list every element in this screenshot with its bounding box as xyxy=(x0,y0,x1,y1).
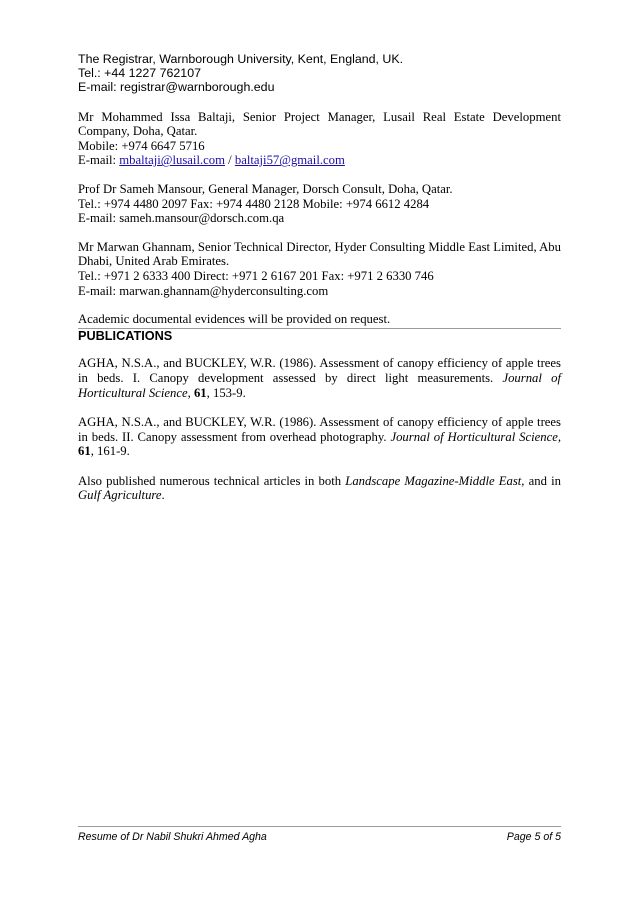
other-publications-prefix: Also published numerous technical articles in both xyxy=(78,473,346,488)
email-link-gmail[interactable]: baltaji57@gmail.com xyxy=(234,153,345,168)
referee-email: E-mail: registrar@warnborough.edu xyxy=(78,80,275,95)
referee-name-line: Mr Mohammed Issa Baltaji, Senior Project Manager, Lusail Real Estate Development Company, Doha, Qatar. xyxy=(78,109,561,139)
publication-authors-title: AGHA, N.S.A., and BUCKLEY, W.R. (1986). Assessment of canopy efficiency of apple trees in beds. I. Canopy development assessed by direct light measurements. xyxy=(78,356,561,385)
referee-mansour xyxy=(78,182,561,226)
referee-email: E-mail: marwan.ghannam@hyderconsulting.com xyxy=(78,283,329,298)
publication-pages: , 161-9. xyxy=(90,444,130,459)
magazine-gulf-agriculture: Gulf Agriculture xyxy=(78,488,162,503)
other-publications xyxy=(78,474,561,503)
referee-address: The Registrar, Warnborough University, Kent, England, UK. xyxy=(78,52,404,66)
publication-authors-title: AGHA, N.S.A., and BUCKLEY, W.R. (1986). Assessment of canopy efficiency of apple trees in beds. II. Canopy assessment from overhead photography. xyxy=(78,415,561,444)
referee-email: E-mail: sameh.mansour@dorsch.com.qa xyxy=(78,211,285,226)
other-publications-middle: and in xyxy=(524,473,561,488)
referee-baltaji xyxy=(78,110,561,168)
referee-warnborough xyxy=(78,52,561,95)
email-prefix: E-mail: xyxy=(78,153,120,168)
publication-journal: Journal of Horticultural Science, xyxy=(78,370,561,400)
magazine-landscape: Landscape Magazine-Middle East, xyxy=(345,473,525,488)
referee-email-line xyxy=(78,153,561,168)
referee-name-line: Prof Dr Sameh Mansour, General Manager, Dorsch Consult, Doha, Qatar. xyxy=(78,181,453,196)
email-link-lusail[interactable]: mbaltaji@lusail.com xyxy=(119,153,225,168)
referee-ghannam xyxy=(78,240,561,298)
referee-name-line: Mr Marwan Ghannam, Senior Technical Director, Hyder Consulting Middle East Limited, Abu Dhabi, United Arab Emirates. xyxy=(78,239,561,269)
publication-volume: 61 xyxy=(193,385,207,400)
referee-phones: Tel.: +971 2 6333 400 Direct: +971 2 6167 201 Fax: +971 2 6330 746 xyxy=(78,268,434,283)
referee-phones: Tel.: +974 4480 2097 Fax: +974 4480 2128 Mobile: +974 6612 4284 xyxy=(78,196,430,211)
publication-volume: 61 xyxy=(78,444,91,459)
publication-item xyxy=(78,356,561,400)
footer-document-title: Resume of Dr Nabil Shukri Ahmed Agha xyxy=(78,831,267,843)
footer-page-number: Page 5 of 5 xyxy=(506,831,561,843)
referee-mobile: Mobile: +974 6647 5716 xyxy=(78,138,205,153)
email-separator: / xyxy=(225,153,235,168)
page-footer xyxy=(78,826,561,843)
publication-item xyxy=(78,415,561,459)
document-page xyxy=(78,52,561,503)
evidence-note xyxy=(78,312,561,329)
publications-heading: PUBLICATIONS xyxy=(78,328,173,343)
other-publications-suffix: . xyxy=(161,488,165,503)
evidence-note-text: Academic documental evidences will be provided on request. xyxy=(78,312,561,329)
referee-telephone: Tel.: +44 1227 762107 xyxy=(78,66,201,81)
publication-pages: , 153-9. xyxy=(206,385,246,400)
publication-journal: Journal of Horticultural Science, xyxy=(390,429,562,444)
